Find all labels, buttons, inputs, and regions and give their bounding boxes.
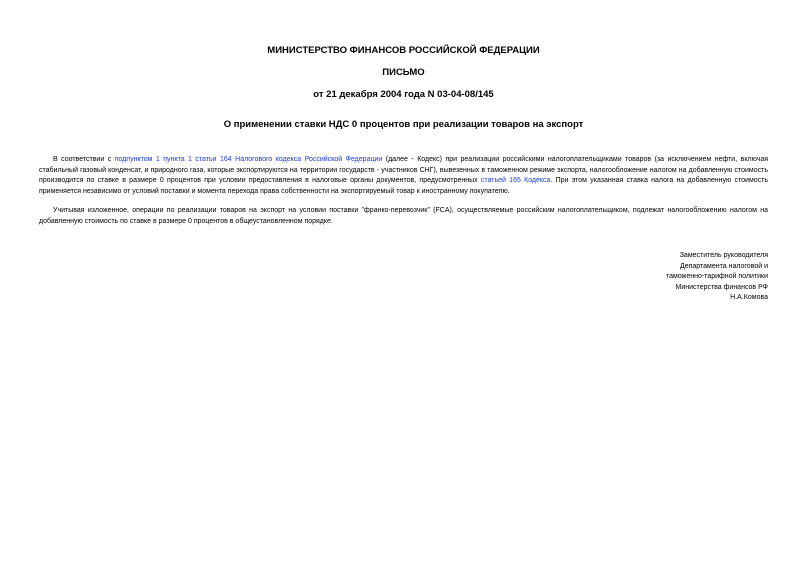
- paragraph-text: В соответствии с: [53, 156, 115, 163]
- signer-name: Н.А.Комова: [730, 294, 768, 302]
- document-type: ПИСЬМО: [382, 67, 425, 78]
- body-paragraph-1: [39, 155, 768, 197]
- signer-department-line: таможенно-тарифной политики: [666, 273, 768, 281]
- body-paragraph-2: Учитывая изложенное, операции по реализации товаров на экспорт на условии поставки "франко-перевозчик" (FCA), осуществляемые российским налогоплательщиком, подлежат налогообложению налогом на добавленную стоимость по ставке в размере 0 процентов в общеустановленном порядке.: [39, 207, 768, 225]
- issuer-title: МИНИСТЕРСТВО ФИНАНСОВ РОССИЙСКОЙ ФЕДЕРАЦИИ: [267, 45, 540, 56]
- signer-ministry-line: Министерства финансов РФ: [675, 283, 768, 291]
- paragraph-text: (далее - Кодекс) при реализации российскими налогоплательщиками товаров (за исключением нефти, включая стабильный газовый конденсат, и природного газа, которые экспортируются на территории государств - участников СНГ), вывезенных в таможенном режиме экспорта, налогообложение налогом на добавленную стоимость производится по ставке в размере 0 процентов при условии предоставления в налоговые органы документов, предусмотренных: [39, 156, 769, 185]
- document-subject: О применении ставки НДС 0 процентов при реализации товаров на экспорт: [223, 119, 584, 130]
- document-date: от 21 декабря 2004 года N 03-04-08/145: [313, 89, 494, 100]
- tax-code-article-165-link[interactable]: статьей 165 Кодекса: [480, 177, 551, 185]
- paragraph-text: . При этом указанная ставка налога на добавленную стоимость применяется независимо от условий поставки и момента перехода права собственности на экспортируемый товар к иностранному покупателю.: [39, 177, 769, 195]
- signature-block: [568, 251, 768, 304]
- tax-code-article-164-link[interactable]: подпунктом 1 пункта 1 статьи 164 Налогового кодекса Российской Федерации: [114, 156, 383, 163]
- signer-department-line: Департамента налоговой и: [679, 262, 768, 270]
- signer-position-line: Заместитель руководителя: [679, 252, 768, 259]
